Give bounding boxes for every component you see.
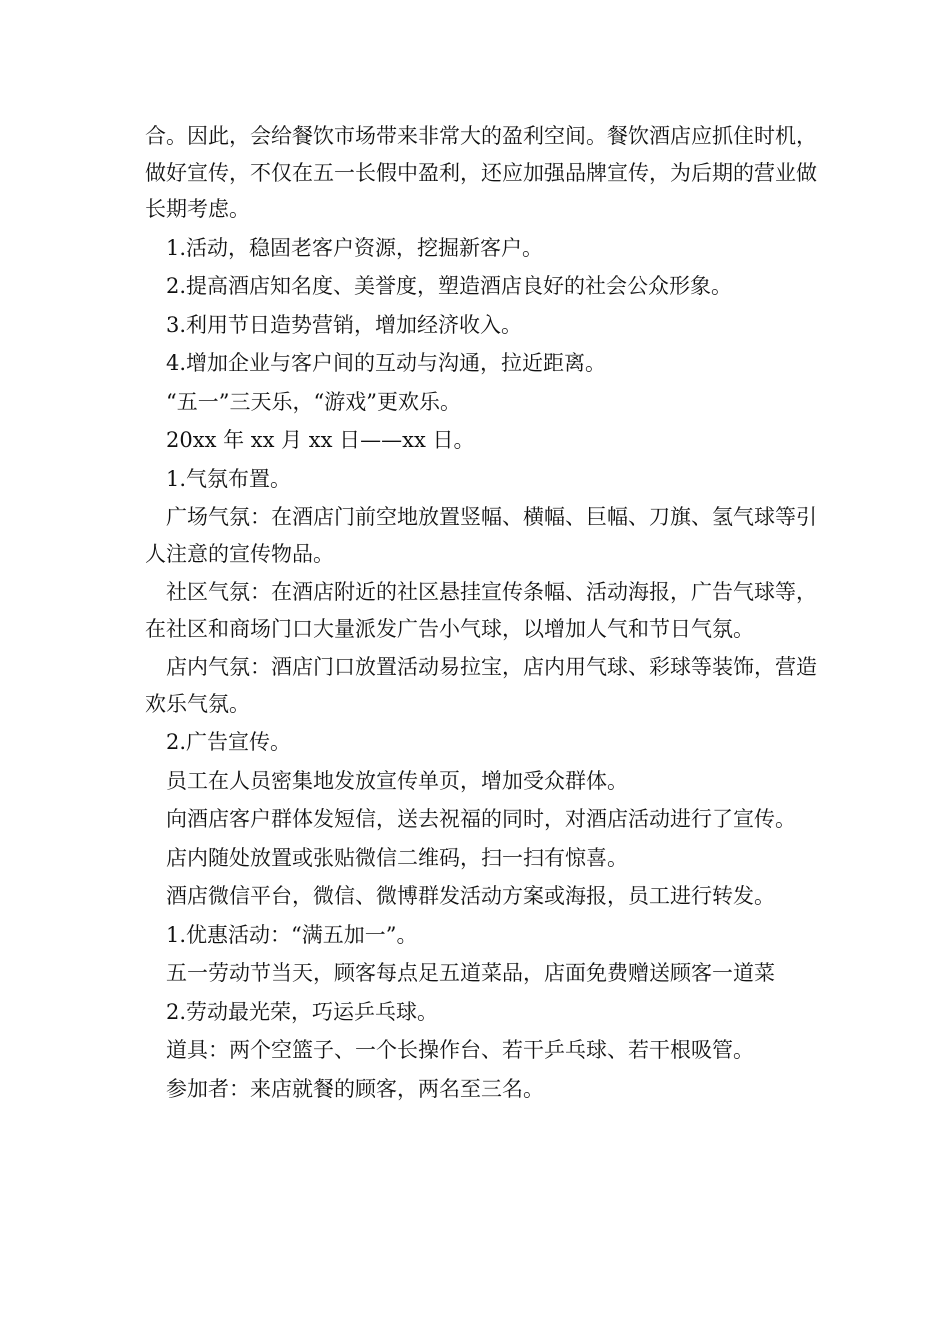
paragraph-props: 道具：两个空篮子、一个长操作台、若干乒乓球、若干根吸管。 — [166, 1038, 754, 1062]
paragraph-sms: 向酒店客户群体发短信，送去祝福的同时，对酒店活动进行了宣传。 — [166, 807, 796, 831]
paragraph-goal-4: 4.增加企业与客户间的互动与沟通，拉近距离。 — [166, 351, 607, 375]
paragraph-atmosphere-heading: 1.气氛布置。 — [166, 466, 292, 491]
paragraph-goal-3: 3.利用节日造势营销，增加经济收入。 — [166, 312, 523, 337]
paragraph-wechat-platform: 酒店微信平台，微信、微博群发活动方案或海报，员工进行转发。 — [166, 884, 775, 908]
paragraph-goal-2: 2.提高酒店知名度、美誉度，塑造酒店良好的社会公众形象。 — [166, 274, 733, 298]
paragraph-advertising-heading: 2.广告宣传。 — [166, 730, 292, 754]
paragraph-goal-1: 1.活动，稳固老客户资源，挖掘新客户。 — [166, 235, 544, 260]
paragraph-indoor-atmosphere: 店内气氛：酒店门口放置活动易拉宝，店内用气球、彩球等装饰，营造欢乐气氛。 — [145, 655, 817, 716]
paragraph-community-atmosphere: 社区气氛：在酒店附近的社区悬挂宣传条幅、活动海报，广告气球等，在社区和商场门口大量派发广告小气球，以增加人气和节日气氛。 — [145, 580, 817, 641]
paragraph-game-heading: 2.劳动最光荣，巧运乒乓球。 — [166, 999, 439, 1024]
paragraph-discount-detail: 五一劳动节当天，顾客每点足五道菜品，店面免费赠送顾客一道菜 — [166, 961, 775, 985]
paragraph-date: 20xx 年 xx 月 xx 日——xx 日。 — [166, 428, 475, 452]
paragraph-qr-code: 店内随处放置或张贴微信二维码，扫一扫有惊喜。 — [166, 845, 628, 870]
paragraph-continuation: 合。因此，会给餐饮市场带来非常大的盈利空间。餐饮酒店应抓住时机，做好宣传，不仅在五一长假中盈利，还应加强品牌宣传，为后期的营业做长期考虑。 — [145, 124, 817, 221]
paragraph-participants: 参加者：来店就餐的顾客，两名至三名。 — [166, 1076, 544, 1101]
paragraph-flyers: 员工在人员密集地发放宣传单页，增加受众群体。 — [166, 768, 628, 793]
paragraph-discount-heading: 1.优惠活动：“满五加一”。 — [166, 922, 418, 947]
document-body — [145, 118, 825, 1109]
paragraph-theme: “五一”三天乐，“游戏”更欢乐。 — [166, 389, 461, 414]
paragraph-square-atmosphere: 广场气氛：在酒店门前空地放置竖幅、横幅、巨幅、刀旗、氢气球等引人注意的宣传物品。 — [145, 505, 817, 566]
